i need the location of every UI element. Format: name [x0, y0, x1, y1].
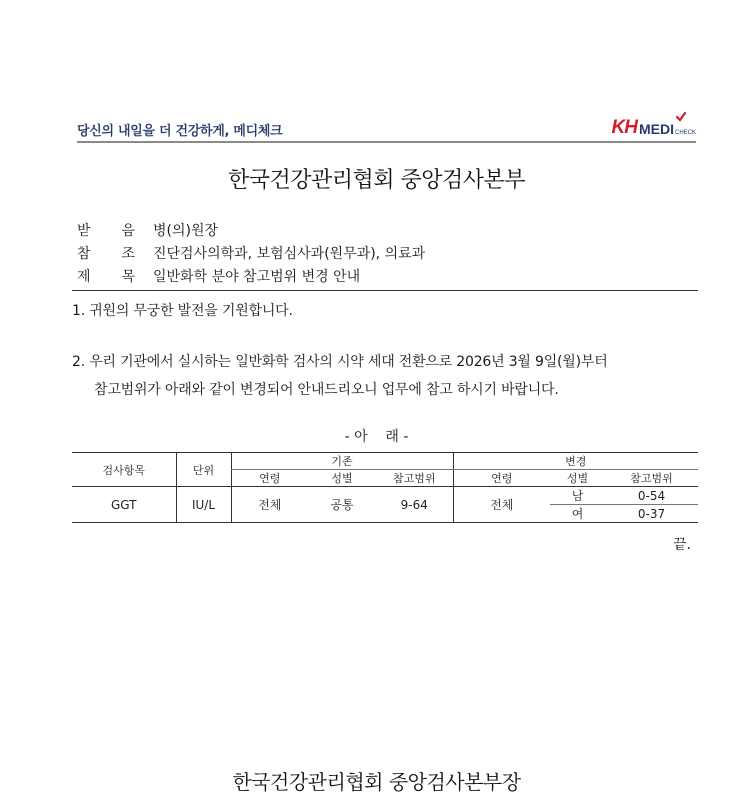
- recipient-label-char-2: 음: [121, 223, 135, 239]
- header-changed-range: 참고범위: [605, 470, 698, 487]
- cell-changed-sex-male: 남: [550, 487, 605, 505]
- cell-changed-range-male: 0-54: [605, 487, 698, 505]
- cell-test-item: GGT: [72, 487, 176, 523]
- recipient-row: [77, 220, 425, 243]
- cell-current-sex: 공통: [308, 487, 376, 523]
- cell-changed-age: 전체: [453, 487, 550, 523]
- check-mark-icon: [676, 112, 686, 122]
- document-title: 한국건강관리협회 중앙검사본부: [227, 168, 526, 193]
- header-current-range: 참고범위: [376, 470, 453, 487]
- cell-changed-range-female: 0-37: [605, 505, 698, 523]
- subject-row: [77, 266, 425, 289]
- header-changed-sex: 성별: [550, 470, 605, 487]
- document-meta: [77, 220, 425, 289]
- recipient-value: 병(의)원장: [153, 223, 219, 239]
- reference-label-char-1: 참: [77, 246, 91, 262]
- subject-label-char-2: 목: [121, 269, 135, 285]
- paragraph-2: [72, 348, 608, 404]
- header-current-age: 연령: [231, 470, 308, 487]
- reference-value: 진단검사의학과, 보험심사과(원무과), 의료과: [153, 246, 426, 262]
- subject-value: 일반화학 분야 참고범위 변경 안내: [153, 269, 361, 285]
- logo-medi-text: MEDI: [638, 121, 674, 137]
- reference-range-table: [72, 452, 698, 523]
- kh-medicheck-logo: [612, 118, 696, 138]
- cell-current-age: 전체: [231, 487, 308, 523]
- paragraph-1: 1. 귀원의 무궁한 발전을 기원합니다.: [72, 303, 293, 319]
- logo-kh-text: KH: [611, 117, 637, 138]
- reference-label-char-2: 조: [121, 246, 135, 262]
- cell-current-range: 9-64: [376, 487, 453, 523]
- below-heading: - 아 래 -: [344, 429, 409, 445]
- logo-check-text: CHECK: [674, 130, 696, 136]
- recipient-label: [77, 220, 135, 243]
- cell-unit: IU/L: [176, 487, 231, 523]
- header-slogan: 당신의 내일을 더 건강하게, 메디체크: [77, 124, 283, 139]
- reference-label: [77, 243, 135, 266]
- paragraph-2-line-2: 참고범위가 아래와 같이 변경되어 안내드리오니 업무에 참고 하시기 바랍니다.: [94, 382, 559, 398]
- reference-row: [77, 243, 425, 266]
- header-current-sex: 성별: [308, 470, 376, 487]
- header-changed-age: 연령: [453, 470, 550, 487]
- cell-changed-sex-female: 여: [550, 505, 605, 523]
- header-test-item: 검사항목: [72, 453, 176, 487]
- signature-issuer: 한국건강관리협회 중앙검사본부장: [232, 770, 521, 794]
- end-mark: 끝.: [673, 537, 691, 553]
- meta-divider: [72, 290, 698, 291]
- recipient-label-char-1: 받: [77, 223, 91, 239]
- table-row: [72, 487, 698, 505]
- subject-label-char-1: 제: [77, 269, 91, 285]
- paragraph-2-line-1: 2. 우리 기관에서 실시하는 일반화학 검사의 시약 세대 전환으로 2026년 3월 9일(월)부터: [72, 354, 608, 370]
- header-current: 기존: [231, 453, 453, 470]
- header-unit: 단위: [176, 453, 231, 487]
- header-divider: [77, 141, 696, 143]
- subject-label: [77, 266, 135, 289]
- header-changed: 변경: [453, 453, 698, 470]
